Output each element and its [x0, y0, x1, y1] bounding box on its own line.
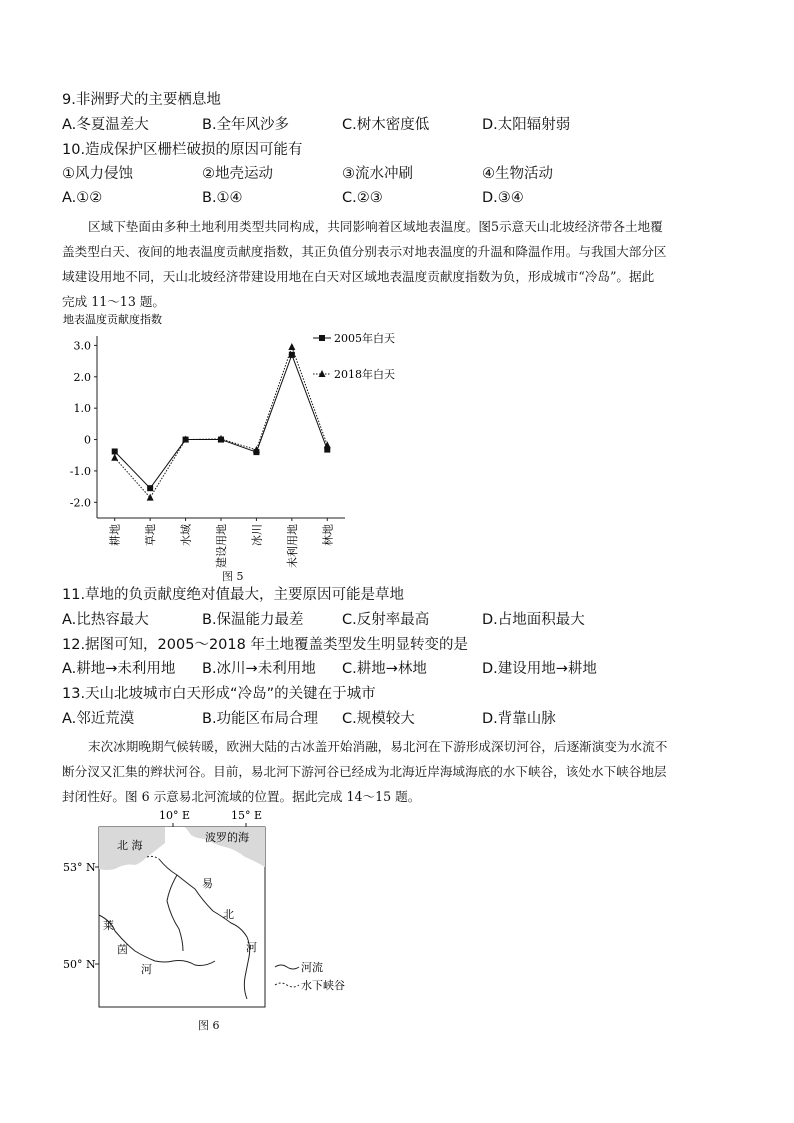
series-line-2: [115, 347, 328, 498]
legend-canyon-label: 水下峡谷: [301, 979, 345, 992]
series-2-point: [288, 343, 295, 350]
y-tick-label: 2.0: [73, 370, 91, 384]
legend-canyon-symbol: [275, 983, 299, 987]
legend-river-label: 河流: [301, 961, 323, 974]
y-tick-label: 0: [84, 433, 91, 447]
figure-5-caption: 图 5: [222, 570, 244, 583]
figure-6-map: [55, 805, 375, 1010]
series-1-point: [112, 448, 118, 454]
y-tick-label: -1.0: [69, 464, 91, 478]
lat-label-50n: 50° N: [63, 958, 96, 971]
q12-option-b: B.冰川→未利用地: [202, 661, 316, 677]
series-line-1: [115, 355, 328, 488]
passage-2-line-3: 封闭性好。图 6 示意易北河流域的位置。据此完成 14～15 题。: [62, 789, 421, 804]
series-1-point: [147, 485, 153, 491]
passage-2-line-2: 断分汊又汇集的辫状河谷。目前，易北河下游河谷已经成为北海近岸海域海底的水下峡谷，该处水下峡谷地层: [62, 764, 667, 779]
q10-option-b: B.①④: [202, 190, 243, 206]
x-category-label: 冰川: [250, 524, 264, 546]
q13-option-c: C.规模较大: [342, 711, 415, 727]
elbe-char-2: 北: [223, 908, 234, 921]
q11-option-a: A.比热容最大: [62, 612, 149, 628]
rhine-char-2: 茵: [117, 943, 128, 956]
q10-option-c: C.②③: [342, 190, 383, 206]
q13-option-b: B.功能区布局合理: [202, 711, 319, 727]
y-tick-label: 1.0: [73, 402, 91, 416]
legend-label-2: 2018年白天: [334, 368, 395, 381]
figure-6-caption: 图 6: [198, 1019, 220, 1032]
passage-2: [62, 734, 734, 809]
q12-option-c: C.耕地→林地: [342, 661, 427, 677]
passage-1-line-4: 完成 11～13 题。: [62, 294, 166, 309]
x-category-label: 草地: [144, 524, 158, 546]
q9-option-c: C.树木密度低: [342, 117, 430, 133]
north-sea-label: 北 海: [117, 839, 143, 852]
q9-stem: 9.非洲野犬的主要栖息地: [62, 92, 221, 108]
x-category-label: 水域: [179, 524, 193, 546]
q11-option-b: B.保温能力最差: [202, 612, 304, 628]
series-2-point: [111, 454, 118, 461]
passage-2-line-1: 末次冰期晚期气候转暖，欧洲大陆的古冰盖开始消融，易北河在下游形成深切河谷，后逐渐演变为水流不: [88, 739, 668, 754]
q9-option-b: B.全年风沙多: [202, 117, 290, 133]
elbe-char-1: 易: [202, 877, 213, 890]
q10-item-2: ②地壳运动: [202, 166, 273, 182]
q12-option-d: D.建设用地→耕地: [482, 661, 597, 677]
legend-marker-square: [319, 335, 325, 341]
q13-stem: 13.天山北坡城市白天形成“冷岛”的关键在于城市: [62, 686, 376, 702]
lon-label-15e: 15° E: [231, 809, 263, 822]
y-tick-label: 3.0: [73, 339, 91, 353]
passage-1-line-1: 区域下垫面由多种土地利用类型共同构成，共同影响着区域地表温度。图5示意天山北坡经济带各土地覆: [88, 219, 663, 234]
q11-option-c: C.反射率最高: [342, 612, 430, 628]
lat-label-53n: 53° N: [63, 861, 96, 874]
y-tick-label: -2.0: [69, 496, 91, 510]
x-category-label: 建设用地: [215, 524, 228, 568]
q10-stem: 10.造成保护区栅栏破损的原因可能有: [62, 142, 303, 158]
passage-1: [62, 214, 734, 314]
passage-1-line-2: 盖类型白天、夜间的地表温度贡献度指数，其正负值分别表示对地表温度的升温和降温作用。与我国大部分区: [62, 244, 667, 259]
x-category-label: 耕地: [108, 524, 122, 546]
figure-5-line-chart: [55, 308, 415, 590]
elbe-char-3: 河: [246, 941, 257, 954]
lon-label-10e: 10° E: [159, 809, 191, 822]
rhine-char-1: 莱: [103, 919, 114, 932]
q9-option-a: A.冬夏温差大: [62, 117, 149, 133]
q10-item-3: ③流水冲刷: [342, 166, 413, 182]
q13-option-d: D.背靠山脉: [482, 711, 556, 727]
q10-option-a: A.①②: [62, 190, 103, 206]
passage-1-line-3: 域建设用地不同，天山北坡经济带建设用地在白天对区域地表温度贡献度指数为负，形成城市“冷岛”。据此: [62, 269, 655, 284]
q11-stem: 11.草地的负贡献度绝对值最大，主要原因可能是草地: [62, 587, 405, 603]
q13-option-a: A.邻近荒漠: [62, 711, 135, 727]
chart-ylabel: 地表温度贡献度指数: [63, 313, 162, 326]
rhine-char-3: 河: [141, 963, 152, 976]
q12-stem: 12.据图可知，2005～2018 年土地覆盖类型发生明显转变的是: [62, 637, 468, 653]
q10-item-1: ①风力侵蚀: [62, 166, 133, 182]
q12-option-a: A.耕地→未利用地: [62, 661, 176, 677]
x-category-label: 林地: [321, 524, 335, 546]
q9-option-d: D.太阳辐射弱: [482, 117, 571, 133]
baltic-sea-label: 波罗的海: [205, 831, 249, 844]
q10-item-4: ④生物活动: [482, 166, 553, 182]
x-category-label: 未利用地: [285, 524, 299, 568]
legend-river-symbol: [275, 965, 299, 969]
q10-option-d: D.③④: [482, 190, 524, 206]
q11-option-d: D.占地面积最大: [482, 612, 585, 628]
legend-label-1: 2005年白天: [334, 332, 395, 345]
series-1-point: [289, 352, 295, 358]
